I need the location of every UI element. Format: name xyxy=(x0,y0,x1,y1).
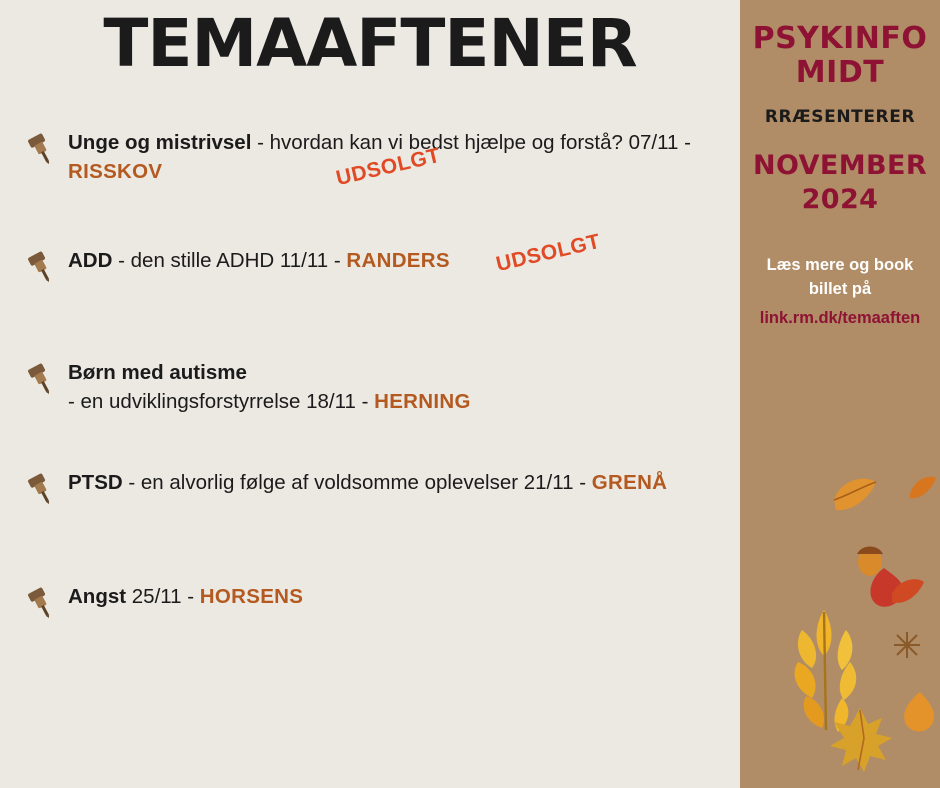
booking-line-2: billet på xyxy=(808,280,872,299)
booking-info xyxy=(740,253,940,331)
leaf-icon xyxy=(900,690,940,741)
brand-line-2: MIDT xyxy=(795,54,885,90)
event-text xyxy=(68,229,730,277)
event-place: RISSKOV xyxy=(68,160,163,184)
event-list xyxy=(0,128,740,608)
event-text xyxy=(68,468,730,497)
page-title: TEMAAFTENER xyxy=(103,5,637,82)
presents-label: RRÆSENTERER xyxy=(764,107,916,128)
list-item xyxy=(0,358,740,454)
event-text xyxy=(68,582,730,611)
event-place: HORSENS xyxy=(199,585,304,608)
booking-line-1: Læs mere og book xyxy=(766,255,914,274)
year-label: 2024 xyxy=(801,183,879,215)
event-place: GRENÅ xyxy=(591,471,668,494)
pushpin-icon xyxy=(24,472,58,506)
event-place: RANDERS xyxy=(346,249,450,272)
list-item xyxy=(0,468,740,564)
star-anise-icon xyxy=(892,630,922,665)
booking-link[interactable]: link.rm.dk/temaaften xyxy=(759,309,921,328)
event-description: - en alvorlig følge af voldsomme oplevelser 21/11 - xyxy=(122,471,592,494)
brand-name xyxy=(740,22,940,89)
event-place: HERNING xyxy=(374,390,471,414)
status-badge: UDSOLGT xyxy=(493,229,603,277)
pushpin-icon xyxy=(24,250,58,284)
event-text xyxy=(68,128,730,191)
event-topic: Angst xyxy=(68,585,127,608)
maple-leaf-icon xyxy=(824,704,896,781)
pushpin-icon xyxy=(24,132,58,166)
event-topic: Unge og mistrivsel xyxy=(68,131,252,154)
sidebar xyxy=(740,0,940,788)
leaf-icon xyxy=(906,472,940,511)
event-description: - en udviklingsforstyrrelse 18/11 - xyxy=(68,390,375,414)
status-badge: UDSOLGT xyxy=(333,143,443,191)
list-item xyxy=(0,229,740,342)
list-item xyxy=(0,128,740,224)
event-topic: ADD xyxy=(68,249,113,272)
pushpin-icon xyxy=(24,362,58,396)
list-item xyxy=(0,582,740,678)
event-description: 25/11 - xyxy=(126,585,200,608)
brand-line-1: PSYKINFO xyxy=(752,21,928,56)
date-block xyxy=(740,149,940,217)
month-label: NOVEMBER xyxy=(752,150,928,182)
event-topic: Børn med autisme xyxy=(68,361,247,384)
event-description: - den stille ADHD 11/11 - xyxy=(112,249,347,272)
leaf-icon xyxy=(888,574,928,615)
event-description: - hvordan kan vi bedst hjælpe og forstå? 07/11 - xyxy=(251,131,691,154)
event-text xyxy=(68,358,730,416)
event-topic: PTSD xyxy=(68,471,123,494)
leaf-icon xyxy=(826,470,882,523)
pushpin-icon xyxy=(24,586,58,620)
